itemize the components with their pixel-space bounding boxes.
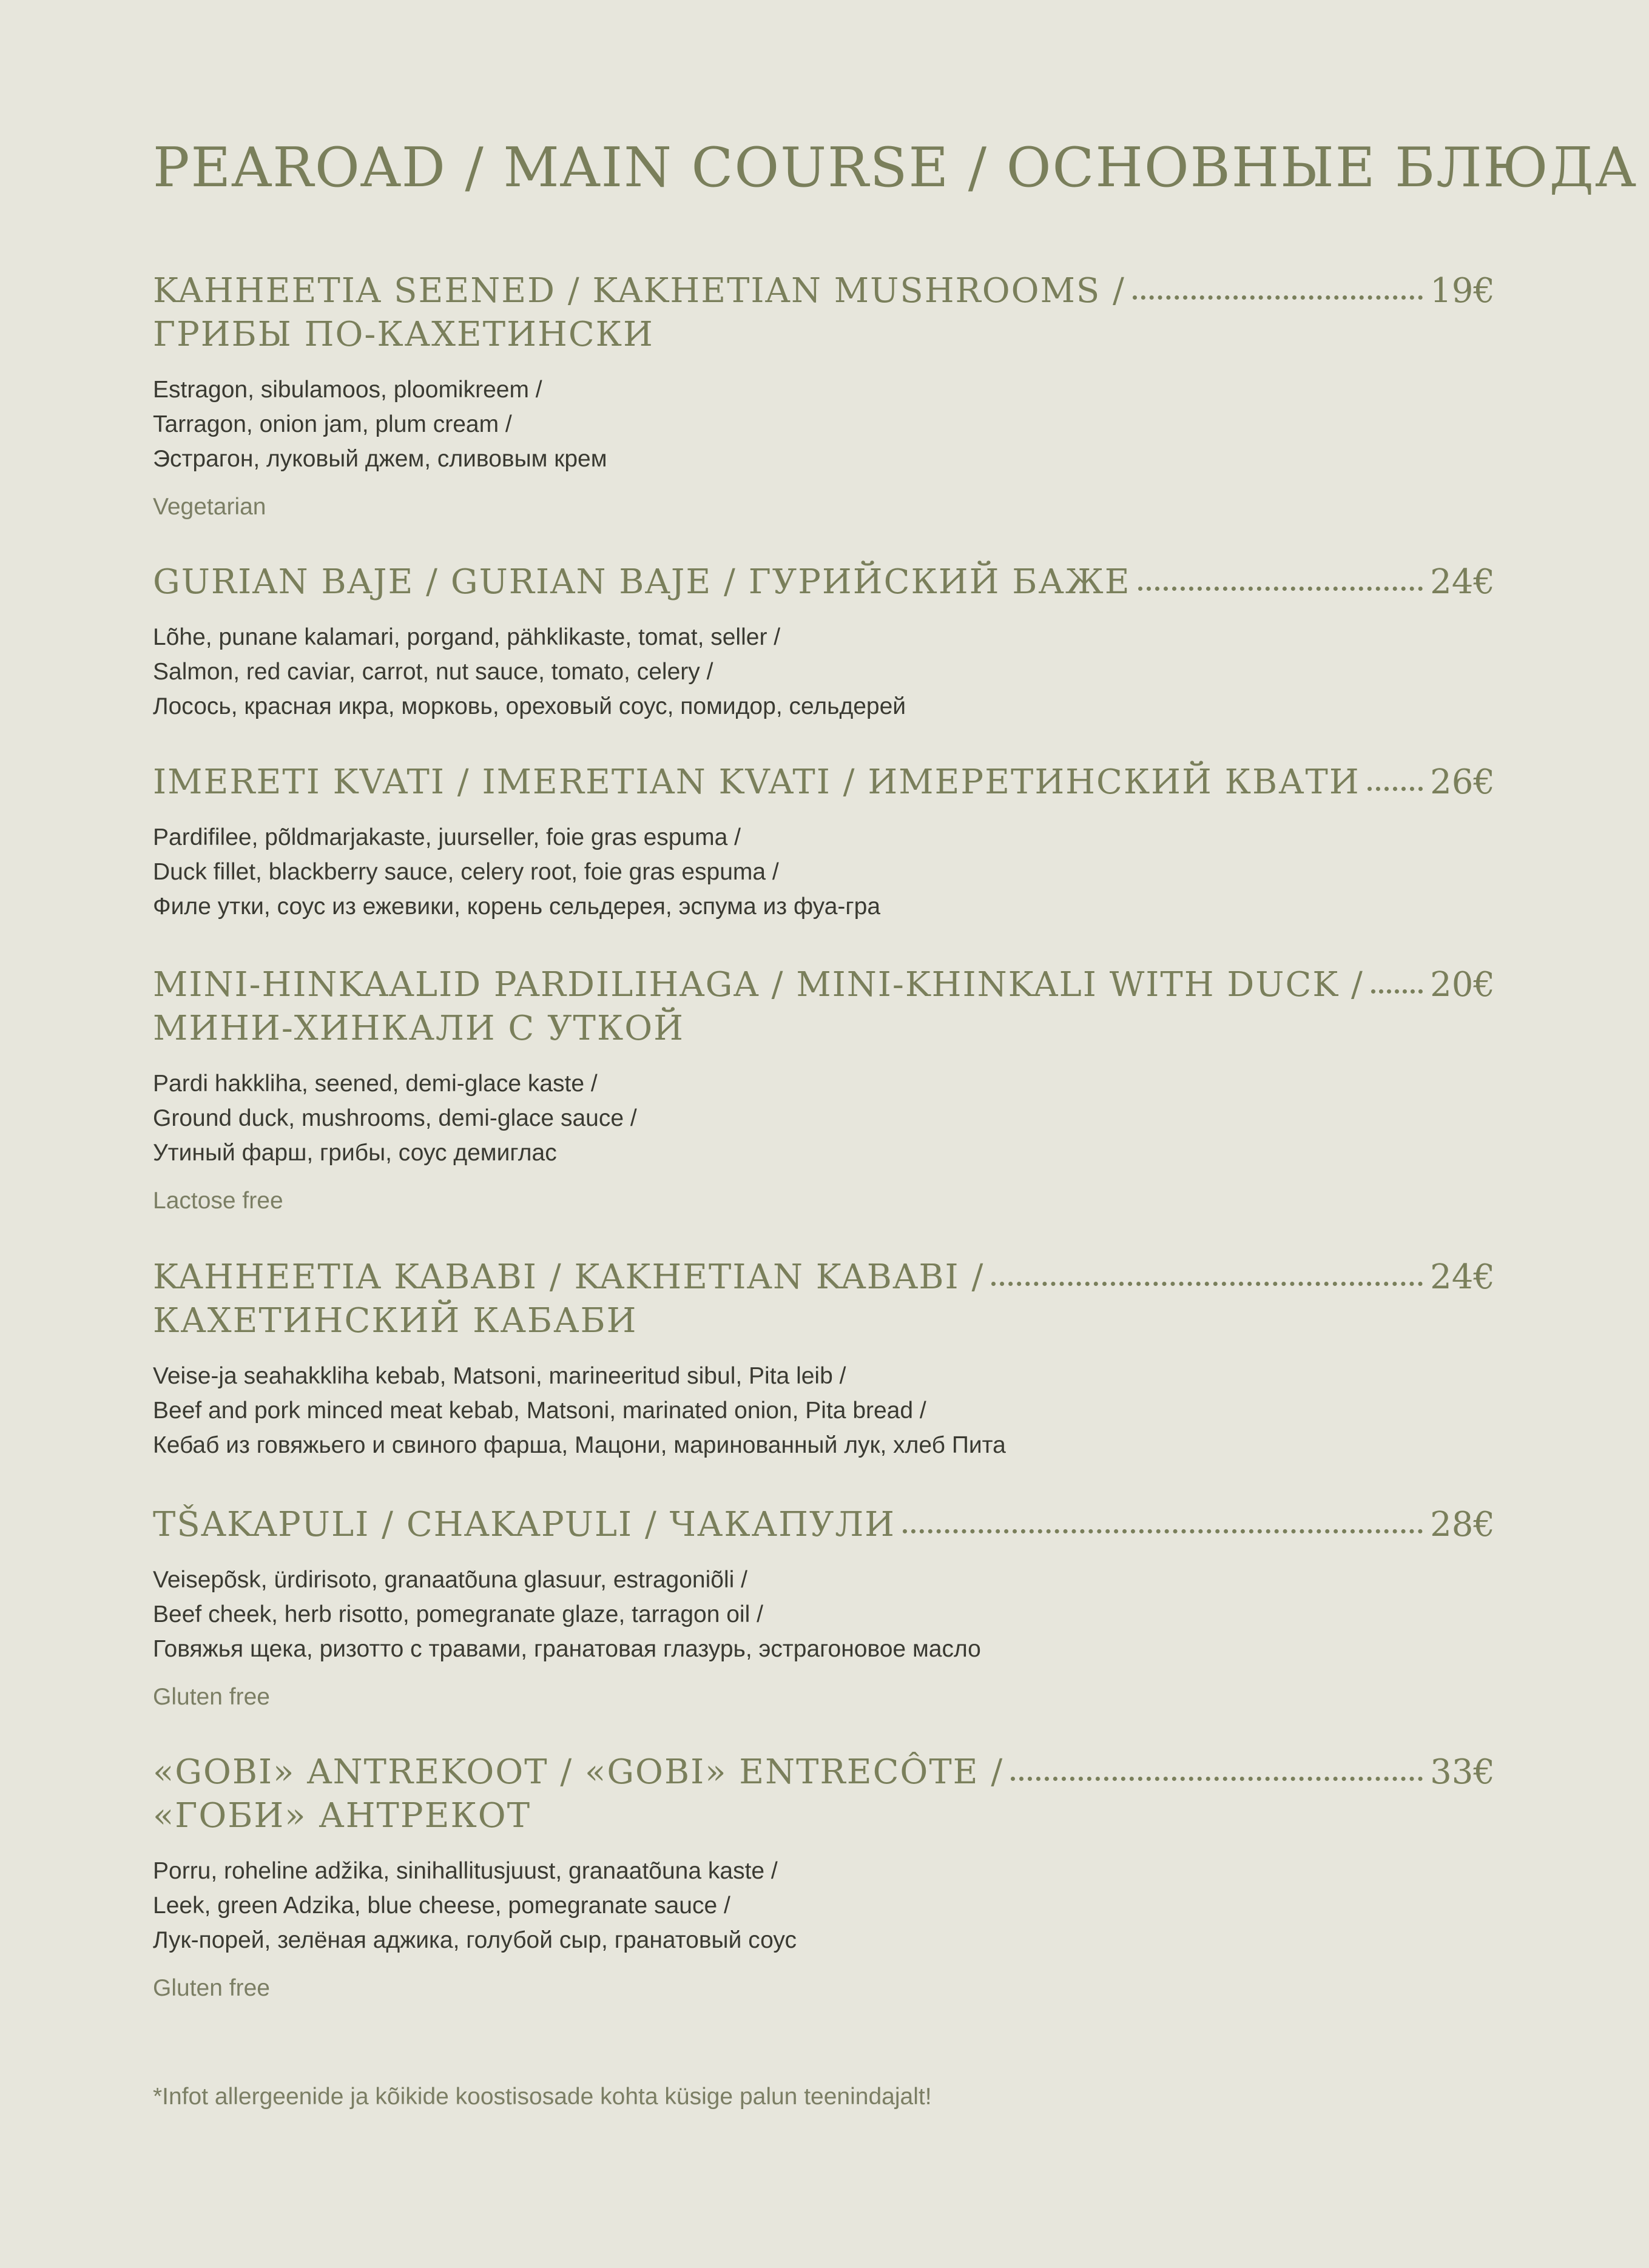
page-title: PEAROAD / MAIN COURSE / ОСНОВНЫЕ БЛЮДА [153, 136, 1638, 200]
menu-item-mini-khinkali [153, 963, 1495, 1218]
dish-name: KAHHEETIA SEENED / KAKHETIAN MUSHROOMS / [153, 271, 1125, 311]
description-line-et: Estragon, sibulamoos, ploomikreem / [153, 377, 542, 403]
dot-leader [903, 1512, 1423, 1536]
dish-name: GURIAN BAJE / GURIAN BAJE / ГУРИЙСКИЙ БАЖЕ [153, 562, 1131, 602]
dish-price: 24€ [1430, 1257, 1495, 1297]
dish-description [153, 1563, 1495, 1666]
menu-page [153, 0, 1638, 2268]
description-line-en: Duck fillet, blackberry sauce, celery root, foie gras espuma / [153, 859, 779, 885]
dish-description [153, 1359, 1495, 1462]
dish-price: 33€ [1430, 1752, 1495, 1792]
description-line-et: Pardifilee, põldmarjakaste, juurseller, foie gras espuma / [153, 824, 741, 850]
dish-name-line2: «ГОБИ» АНТРЕКОТ [153, 1796, 531, 1836]
dish-price: 19€ [1430, 271, 1495, 311]
dot-leader [1371, 972, 1423, 996]
description-line-en: Tarragon, onion jam, plum cream / [153, 411, 512, 437]
dot-leader [1367, 769, 1423, 793]
menu-item-gurian-baje [153, 560, 1495, 724]
description-line-en: Salmon, red caviar, carrot, nut sauce, tomato, celery / [153, 659, 713, 685]
dish-price: 24€ [1430, 562, 1495, 602]
description-line-en: Ground duck, mushrooms, demi-glace sauce / [153, 1105, 637, 1131]
description-line-et: Lõhe, punane kalamari, porgand, pähklikaste, tomat, seller / [153, 624, 781, 650]
description-line-et: Porru, roheline adžika, sinihallitusjuust, granaatõuna kaste / [153, 1858, 778, 1884]
dietary-tag: Gluten free [153, 1684, 270, 1710]
dish-description [153, 820, 1495, 924]
dish-name: MINI-HINKAALID PARDILIHAGA / MINI-KHINKALI WITH DUCK / [153, 965, 1364, 1004]
allergen-footnote: *Infot allergeenide ja kõikide koostisosade kohta küsige palun teenindajalt! [153, 2084, 932, 2110]
description-line-et: Veise-ja seahakkliha kebab, Matsoni, marineeritud sibul, Pita leib / [153, 1363, 846, 1389]
menu-item-imeretian-kvati [153, 761, 1495, 924]
dish-price: 28€ [1430, 1505, 1495, 1544]
menu-item-kakhetian-kababi [153, 1256, 1495, 1462]
dish-description [153, 1066, 1495, 1170]
dietary-tag: Vegetarian [153, 494, 266, 520]
dish-price: 20€ [1430, 965, 1495, 1004]
dot-leader [991, 1264, 1423, 1288]
dish-price: 26€ [1430, 762, 1495, 802]
description-line-ru: Говяжья щека, ризотто с травами, гранатовая глазурь, эстрагоновое масло [153, 1636, 981, 1662]
dish-description [153, 372, 1495, 476]
description-line-en: Leek, green Adzika, blue cheese, pomegranate sauce / [153, 1893, 730, 1919]
menu-item-chakapuli [153, 1503, 1495, 1714]
dish-name: IMERETI KVATI / IMERETIAN KVATI / ИМЕРЕТИНСКИЙ КВАТИ [153, 762, 1360, 802]
dish-name-line2: ГРИБЫ ПО-КАХЕТИНСКИ [153, 315, 654, 354]
description-line-ru: Кебаб из говяжьего и свиного фарша, Мацони, маринованный лук, хлеб Пита [153, 1432, 1006, 1458]
menu-item-kakhetian-mushrooms [153, 269, 1495, 524]
description-line-en: Beef cheek, herb risotto, pomegranate glaze, tarragon oil / [153, 1601, 763, 1627]
dish-name-line2: КАХЕТИНСКИЙ КАБАБИ [153, 1301, 638, 1341]
dot-leader [1138, 569, 1423, 593]
dish-name: TŠAKAPULI / CHAKAPULI / ЧАКАПУЛИ [153, 1505, 895, 1544]
dot-leader [1011, 1759, 1423, 1783]
description-line-ru: Филе утки, соус из ежевики, корень сельдерея, эспума из фуа-гра [153, 893, 881, 920]
menu-item-gobi-entrecote [153, 1751, 1495, 2005]
dish-name-line2: МИНИ-ХИНКАЛИ С УТКОЙ [153, 1009, 684, 1048]
description-line-en: Beef and pork minced meat kebab, Matsoni, marinated onion, Pita bread / [153, 1398, 926, 1424]
dish-name: «GOBI» ANTREKOOT / «GOBI» ENTRECÔTE / [153, 1752, 1004, 1792]
dish-name: KAHHEETIA KABABI / KAKHETIAN KABABI / [153, 1257, 985, 1297]
dietary-tag: Lactose free [153, 1188, 283, 1214]
description-line-ru: Эстрагон, луковый джем, сливовым крем [153, 446, 607, 472]
dish-description [153, 620, 1495, 724]
dot-leader [1133, 278, 1423, 302]
dietary-tag: Gluten free [153, 1975, 270, 2001]
description-line-ru: Лосось, красная икра, морковь, ореховый соус, помидор, сельдерей [153, 693, 906, 719]
description-line-et: Pardi hakkliha, seened, demi-glace kaste / [153, 1071, 598, 1097]
description-line-ru: Утиный фарш, грибы, соус демиглас [153, 1140, 557, 1166]
dish-description [153, 1854, 1495, 1957]
description-line-ru: Лук-порей, зелёная аджика, голубой сыр, гранатовый соус [153, 1927, 797, 1953]
description-line-et: Veisepõsk, ürdirisoto, granaatõuna glasuur, estragoniõli / [153, 1567, 747, 1593]
